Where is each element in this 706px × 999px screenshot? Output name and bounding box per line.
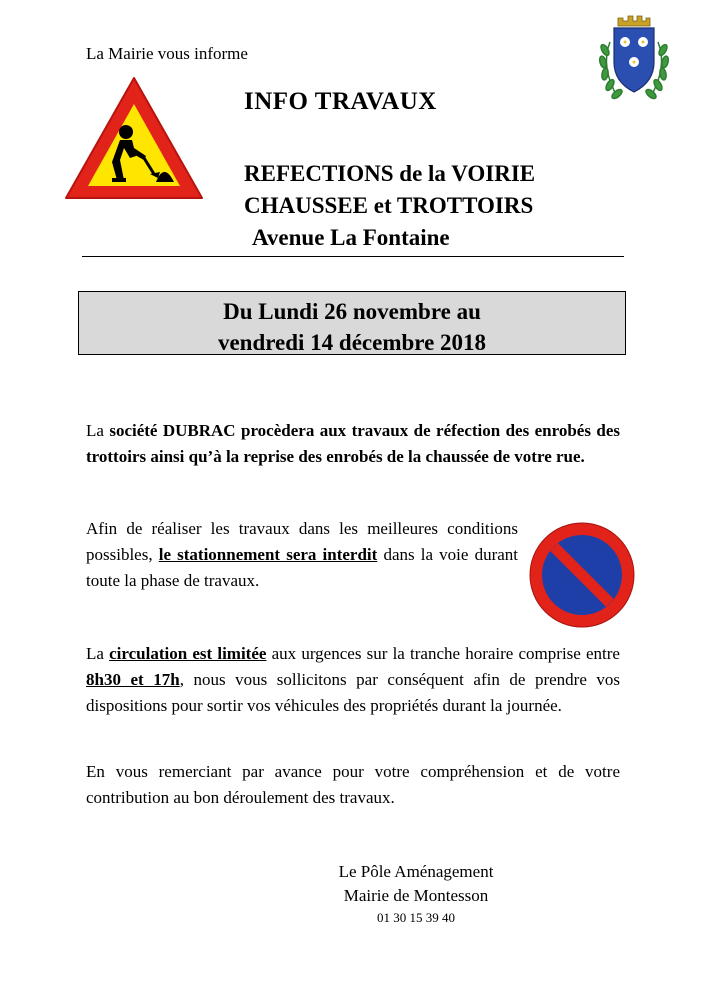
town-crest-icon [596, 12, 672, 108]
subtitle-line-2: CHAUSSEE et TROTTOIRS [244, 193, 534, 218]
parking-ban-emphasis: le stationnement sera interdit [158, 545, 378, 564]
paragraph-company [86, 418, 620, 470]
signature-organization: Mairie de Montesson [343, 886, 489, 905]
subtitle [244, 158, 535, 254]
roadwork-warning-sign-icon [62, 74, 206, 202]
page-title: INFO TRAVAUX [244, 88, 437, 115]
paragraph-traffic [86, 641, 620, 719]
signature-block [300, 860, 532, 928]
header-divider [82, 256, 624, 257]
signature-phone: 01 30 15 39 40 [377, 910, 455, 925]
no-parking-sign-icon [527, 520, 637, 630]
date-banner [78, 291, 626, 355]
subtitle-line-1: REFECTIONS de la VOIRIE [244, 161, 536, 186]
paragraph-traffic-text-1: La [86, 644, 110, 663]
paragraph-parking-text-1: Afin de réaliser les travaux dans les meilleures conditions possibles, [86, 519, 518, 564]
paragraph-parking-text-2: dans la voie durant toute la phase de travaux. [86, 545, 518, 590]
date-banner-line-2: vendredi 14 décembre 2018 [217, 330, 487, 355]
paragraph-company-lead: La [86, 421, 110, 440]
company-statement: société DUBRAC procèdera aux travaux de réfection des enrobés des trottoirs ainsi qu’à la reprise des enrobés de la chaussée de votre rue. [86, 421, 620, 466]
intro-text: La Mairie vous informe [86, 44, 248, 63]
paragraph-traffic-text-3: , nous vous sollicitons par conséquent afin de prendre vos dispositions pour sortir vos véhicules des propriétés durant la journée. [86, 670, 621, 715]
signature-department: Le Pôle Aménagement [338, 862, 494, 881]
paragraph-parking [86, 516, 518, 594]
traffic-limited-emphasis: circulation est limitée [109, 644, 267, 663]
paragraph-traffic-text-2: aux urgences sur la tranche horaire comprise entre [266, 644, 620, 663]
hours-emphasis: 8h30 et 17h [86, 670, 180, 689]
date-banner-line-1: Du Lundi 26 novembre au [223, 299, 481, 324]
paragraph-thanks: En vous remerciant par avance pour votre compréhension et de votre contribution au bon déroulement des travaux. [86, 762, 620, 807]
subtitle-line-3: Avenue La Fontaine [252, 225, 450, 250]
